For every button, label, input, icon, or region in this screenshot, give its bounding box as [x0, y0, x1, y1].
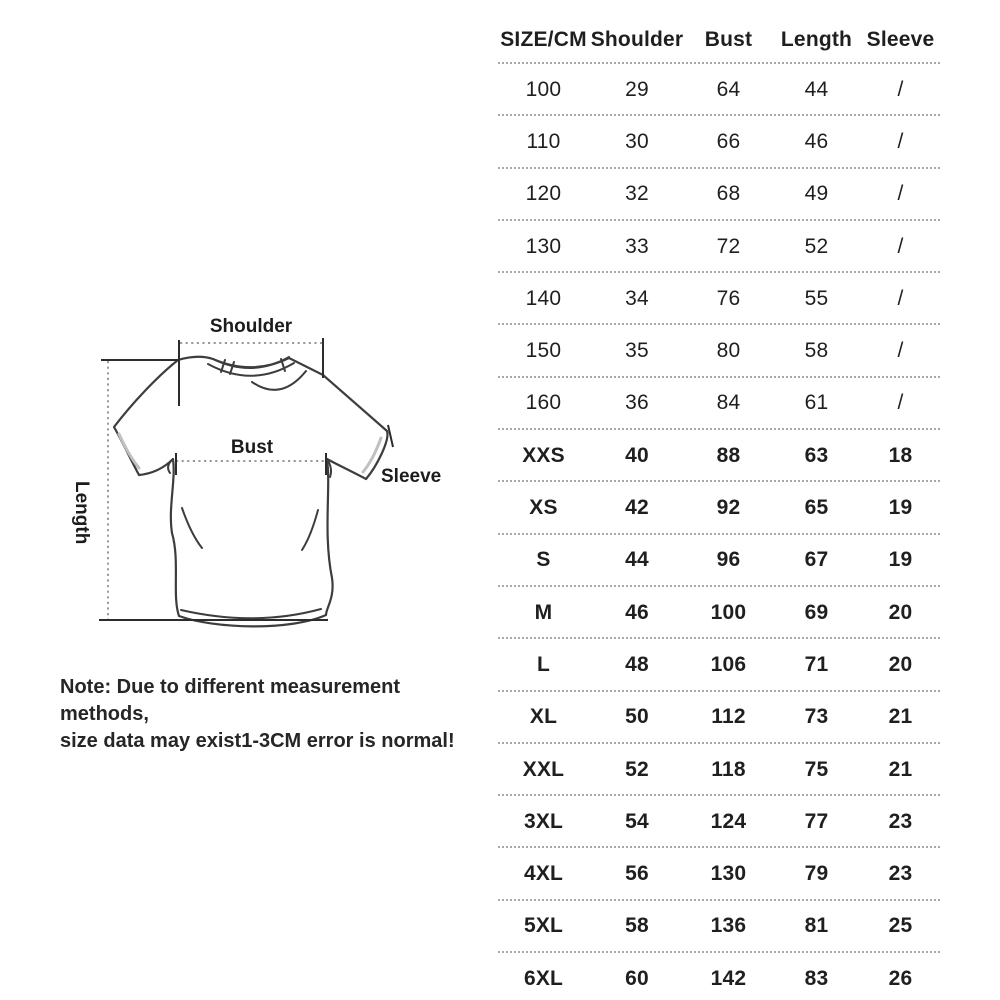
table-cell: 49: [804, 182, 829, 206]
table-cell: 44: [804, 77, 829, 101]
table-cell: 61: [804, 391, 829, 415]
table-cell: S: [536, 548, 551, 572]
table-cell: 21: [888, 705, 913, 729]
length-label: Length: [71, 481, 92, 545]
table-cell: 160: [525, 391, 562, 415]
table-cell: XXS: [522, 443, 565, 467]
table-cell: /: [897, 391, 904, 415]
table-row: [498, 953, 940, 1000]
table-cell: 36: [625, 391, 649, 415]
table-cell: 73: [804, 705, 829, 729]
table-header-cell: Shoulder: [590, 28, 684, 51]
table-cell: 88: [716, 443, 741, 467]
table-cell: /: [897, 77, 904, 101]
table-cell: 110: [526, 129, 561, 153]
table-row: [498, 116, 940, 168]
table-row: [498, 221, 940, 273]
table-cell: 56: [625, 862, 649, 886]
table-cell: 23: [888, 862, 913, 886]
table-cell: 25: [888, 914, 913, 938]
table-cell: 76: [716, 286, 741, 310]
tshirt-diagram-svg: [55, 298, 455, 658]
table-cell: 5XL: [523, 914, 564, 938]
table-row: [498, 273, 940, 325]
table-cell: 66: [716, 129, 741, 153]
table-cell: 150: [525, 339, 562, 363]
table-cell: 142: [710, 966, 747, 990]
table-cell: 3XL: [523, 809, 564, 833]
table-cell: 84: [716, 391, 741, 415]
table-row: [498, 796, 940, 848]
table-cell: 60: [625, 966, 649, 990]
table-cell: 33: [625, 234, 649, 258]
table-row: [498, 430, 940, 482]
sleeve-label: Sleeve: [381, 466, 442, 487]
tshirt-measurement-diagram: [55, 298, 455, 658]
table-header-cell: Bust: [704, 28, 753, 51]
table-cell: XXL: [522, 757, 565, 781]
table-header-cell: Length: [780, 28, 853, 51]
table-cell: 50: [625, 705, 649, 729]
table-cell: 124: [710, 809, 747, 833]
table-cell: 20: [888, 652, 913, 676]
table-cell: 79: [804, 862, 829, 886]
table-cell: 118: [711, 757, 746, 781]
table-cell: /: [897, 129, 904, 153]
table-cell: 69: [804, 600, 829, 624]
table-cell: /: [897, 339, 904, 363]
table-row: [498, 535, 940, 587]
table-row: [498, 639, 940, 691]
table-cell: 46: [804, 129, 829, 153]
table-cell: 52: [625, 757, 649, 781]
size-table-rows: [498, 64, 940, 1000]
table-cell: 58: [625, 914, 649, 938]
table-cell: 100: [525, 77, 562, 101]
table-row: [498, 482, 940, 534]
table-row: [498, 64, 940, 116]
table-row: [498, 378, 940, 430]
table-row: [498, 848, 940, 900]
table-cell: 21: [888, 757, 913, 781]
table-cell: 63: [804, 443, 829, 467]
table-cell: 44: [625, 548, 649, 572]
table-cell: 75: [804, 757, 829, 781]
table-cell: 106: [710, 652, 747, 676]
table-cell: 130: [710, 862, 747, 886]
table-cell: 46: [625, 600, 649, 624]
table-cell: 20: [888, 600, 913, 624]
table-cell: /: [897, 286, 904, 310]
tshirt-outline-icon: [114, 357, 387, 627]
table-cell: 64: [716, 77, 741, 101]
sleeve-tick: [388, 425, 393, 447]
table-cell: 72: [716, 234, 741, 258]
table-cell: 48: [625, 652, 649, 676]
table-cell: 130: [525, 234, 562, 258]
table-cell: XS: [529, 496, 558, 520]
table-cell: 4XL: [523, 862, 564, 886]
table-cell: 42: [625, 496, 649, 520]
table-cell: 52: [804, 234, 829, 258]
table-cell: 23: [888, 809, 913, 833]
table-cell: 34: [625, 286, 649, 310]
table-cell: 26: [888, 966, 913, 990]
table-cell: 67: [804, 548, 829, 572]
table-cell: 81: [804, 914, 829, 938]
note-line-1: Note: Due to different measurement methods,: [60, 676, 401, 725]
table-cell: 96: [716, 548, 741, 572]
note-text: [60, 674, 470, 755]
table-cell: 54: [625, 809, 649, 833]
table-cell: 18: [888, 443, 913, 467]
table-cell: 29: [625, 77, 649, 101]
table-cell: 120: [525, 182, 562, 206]
table-cell: 30: [625, 129, 649, 153]
table-cell: 136: [710, 914, 747, 938]
table-cell: /: [897, 234, 904, 258]
table-row: [498, 169, 940, 221]
shoulder-label: Shoulder: [209, 316, 293, 337]
table-cell: 100: [710, 600, 747, 624]
table-header-cell: Sleeve: [866, 28, 935, 51]
table-cell: 140: [525, 286, 562, 310]
table-cell: XL: [529, 705, 558, 729]
table-cell: M: [534, 600, 553, 624]
table-cell: 77: [804, 809, 829, 833]
table-cell: 19: [888, 548, 913, 572]
table-cell: 92: [716, 496, 741, 520]
size-table-header: [498, 17, 940, 64]
table-cell: 112: [711, 705, 746, 729]
table-cell: 83: [804, 966, 829, 990]
table-header-cell: SIZE/CM: [500, 28, 587, 51]
table-cell: /: [897, 182, 904, 206]
table-cell: 65: [804, 496, 829, 520]
table-cell: L: [536, 652, 551, 676]
bust-label: Bust: [230, 437, 274, 458]
table-row: [498, 325, 940, 377]
table-cell: 40: [625, 443, 649, 467]
table-row: [498, 587, 940, 639]
table-cell: 6XL: [523, 966, 564, 990]
table-cell: 58: [804, 339, 829, 363]
size-table: [498, 17, 940, 1000]
table-row: [498, 692, 940, 744]
table-cell: 80: [716, 339, 741, 363]
table-cell: 19: [888, 496, 913, 520]
table-row: [498, 744, 940, 796]
table-row: [498, 901, 940, 953]
table-cell: 35: [625, 339, 649, 363]
note-line-2: size data may exist1-3CM error is normal!: [60, 730, 455, 752]
table-cell: 32: [625, 182, 649, 206]
table-cell: 68: [716, 182, 741, 206]
table-cell: 55: [804, 286, 829, 310]
table-cell: 71: [804, 652, 829, 676]
